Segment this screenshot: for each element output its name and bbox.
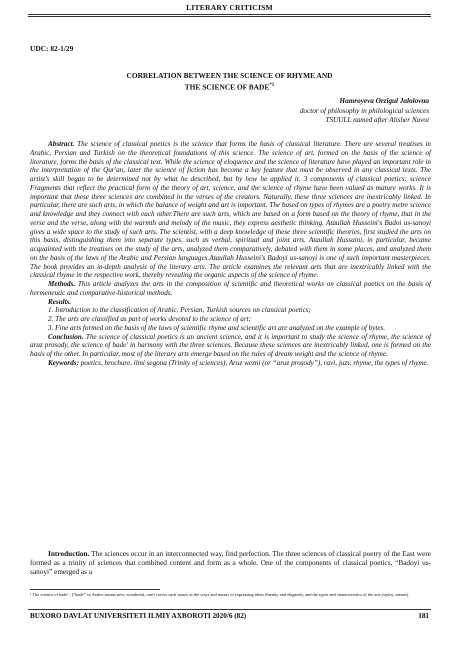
header-rule-bottom bbox=[28, 16, 431, 17]
author-block bbox=[300, 97, 429, 126]
title-line-2-text: THE SCIENCE OF BADE bbox=[184, 82, 270, 92]
methods-paragraph bbox=[30, 280, 431, 298]
introduction-text: The sciences occur in an interconnected way, find perfection. The three sciences of classical poetry of the East were formed as a trinity of sciences that combined content and form as a whole. One of the components of classical poetics, “Badoyi us-sanoyi” emerged as a bbox=[30, 549, 431, 577]
keywords-text: poetics, brochure, ilmi segona (Trinity of sciences), Aruz wezni (or “aruz prosody”), ravi, juzv, rhyme, the types of rhyme. bbox=[78, 358, 429, 367]
results-label: Results. bbox=[48, 297, 72, 306]
keywords-paragraph bbox=[30, 359, 431, 368]
author-affiliation: TSUULL named after Alisher Navoi bbox=[325, 116, 429, 125]
conclusion-label: Conclusion. bbox=[48, 332, 84, 341]
keywords-label: Keywords: bbox=[48, 358, 79, 367]
footer-rule bbox=[28, 609, 431, 610]
header-rule-top bbox=[28, 14, 431, 15]
introduction-paragraph bbox=[30, 549, 431, 577]
abstract-text: The science of classical poetics is the science that forms the basis of classical literature. There are several treatises in Arabic, Persian and Turkish on the theoretical foundations of this science. The science of art, formed on the basis of the science of literature, forms the basis of the classical text. While the science of eloquence and the science of literature have played an important role in the interpretation of the Qur'an, later the science of fiction has become a key feature that must be observed in any classical texts. The artist's skill began to be determined not by what he described, but by how he applied it. 3 components of classical poetics: science Fragments that reflect the practical form of the theory of art, science, and the science of rhyme have been valued as mature works. It is important that these three sciences are combined in the verses of the creators. Naturally, these three sciences are inextricably linked. In particular, there are such arts, in which the balance of weight and art is important. The based on types of rhymes are a poetry metre science and knowledge and they connect with each other.There are such arts, which are based on a form based on the theory of rhyme, that in the verse and the verse, along with the warmth and melody of the music, they express aesthetic thinking. Ataullah Husseini's Badoi us-sanoyi gives a wide space to the study of such arts. The scientist, with a deep knowledge of these three scientific theories, first studied the arts on this basis, distinguishing them into separate types, such as verbal, spiritual and joint arts. Ataullah Hussaini, in particular, became acquainted with the treatises on the study of the arts, analyzed them comparatively, debated with them in some places, and analyzed them on the basis of the laws of the Arabic and Persian languages.Ataullah Husseini's Badoyi us-sanoyi is one of such important masterpieces. The book provides an in-depth analysis of the literary arts. The article examines the relevant arts that are inextricably linked with the classical rhyme in the respective work, thereby revealing the organic aspects of the science of rhyme. bbox=[30, 140, 431, 280]
article-title bbox=[60, 71, 399, 92]
introduction-label: Introduction. bbox=[48, 549, 90, 558]
udc-code: UDC: 82-1/29 bbox=[30, 44, 74, 53]
title-footnote-mark: *1 bbox=[269, 82, 275, 88]
page-number: 181 bbox=[418, 612, 429, 620]
author-name: Hamroyeva Orzigul Jalolovna bbox=[339, 97, 429, 105]
methods-label: Methods. bbox=[48, 280, 76, 288]
results-heading bbox=[30, 298, 431, 307]
results-item: 1. Introduction to the classification of Arabic, Persian, Turkish sources on classical poetics; bbox=[48, 306, 311, 315]
results-item: 2. The arts are classified as part of works devoted to the science of art; bbox=[48, 315, 252, 323]
conclusion-text: The science of classical poetics is an ancient science, and it is important to study the science of rhyme, the science of aruz prosody, the science of bade' in harmony with the three sciences. Because these sciences are inextricably linked, one is formed on the basis of the other. In particular, most of the literary arts emerge based on the rules of dream weight and the science of rhyme. bbox=[30, 332, 431, 358]
article-body bbox=[30, 140, 431, 368]
footnote-rule bbox=[30, 589, 160, 590]
conclusion-paragraph bbox=[30, 333, 431, 359]
abstract-paragraph bbox=[30, 140, 431, 280]
running-header: LITERARY CRITICISM bbox=[186, 3, 273, 12]
results-item: 3. Fine arts formed on the basis of the laws of scientific rhyme and scientific art are analyzed on the example of bytes. bbox=[48, 323, 386, 332]
introduction-section bbox=[30, 549, 431, 577]
methods-text: This article analyzes the arts in the composition of scientific and theoretical works on classical poetics on the basis of hermeneutic and comparative-historical methods. bbox=[30, 280, 431, 297]
author-degree: doctor of philosophy in philological sciences bbox=[299, 106, 429, 115]
title-line-1: CORRELATION BETWEEN THE SCIENCE OF RHYME AND bbox=[126, 71, 333, 80]
journal-name: BUXORO DAVLAT UNIVERSITETI ILMIY AXBOROTI 2020/6 (82) bbox=[30, 612, 247, 620]
abstract-label: Abstract. bbox=[48, 140, 75, 148]
page-footer bbox=[30, 612, 429, 620]
footnote: ¹ The science of bade' - (“bade'” in Arabic means new, wonderful, rare) covers such issues as the ways and means of expressing ideas fluently and elegantly, and the types and characteristics of the arts (styles, means). bbox=[30, 592, 410, 597]
title-line-2 bbox=[60, 81, 399, 92]
